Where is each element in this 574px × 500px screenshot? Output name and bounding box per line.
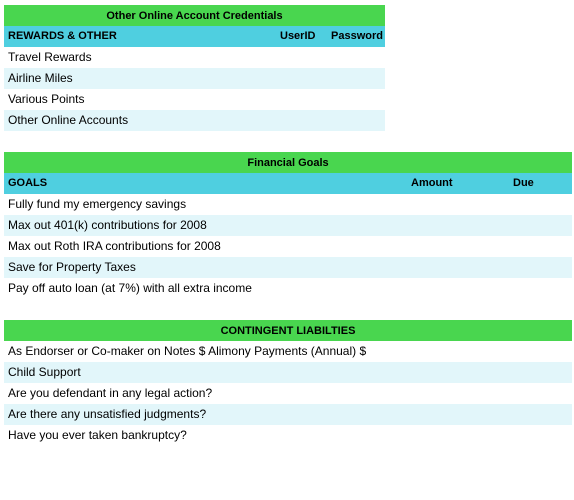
amount-header: Amount: [411, 177, 453, 189]
goals-header-row: [4, 173, 572, 194]
credential-row-various-points: Various Points: [8, 92, 85, 106]
goal-row-emergency-savings: Fully fund my emergency savings: [8, 197, 187, 211]
rewards-other-header: REWARDS & OTHER: [8, 30, 117, 42]
liability-row-child-support: Child Support: [4, 362, 572, 383]
liability-row-judgments: Are there any unsatisfied judgments?: [4, 404, 572, 425]
goals-header: GOALS: [8, 177, 48, 189]
credentials-section: [4, 5, 385, 131]
goals-section: [4, 152, 572, 299]
goal-row-roth-ira: Max out Roth IRA contributions for 2008: [8, 239, 221, 253]
credentials-header-row: [4, 26, 385, 47]
credentials-title: Other Online Account Credentials: [4, 5, 385, 26]
liability-row-endorser: As Endorser or Co-maker on Notes $ Alimony Payments (Annual) $: [8, 344, 367, 358]
userid-header: UserID: [280, 30, 316, 42]
liability-row-legal-action: Are you defendant in any legal action?: [8, 386, 213, 400]
credential-row-other-accounts: Other Online Accounts: [4, 110, 385, 131]
liabilities-title: CONTINGENT LIABILTIES: [4, 320, 572, 341]
due-header: Due: [513, 177, 534, 189]
goal-row-property-taxes: Save for Property Taxes: [4, 257, 572, 278]
goals-title: Financial Goals: [4, 152, 572, 173]
liabilities-section: [4, 320, 572, 446]
password-header: Password: [331, 30, 383, 42]
goal-row-401k: Max out 401(k) contributions for 2008: [4, 215, 572, 236]
credential-row-travel-rewards: Travel Rewards: [8, 50, 92, 64]
credential-row-airline-miles: Airline Miles: [4, 68, 385, 89]
goal-row-auto-loan: Pay off auto loan (at 7%) with all extra income: [8, 281, 252, 295]
liability-row-bankruptcy: Have you ever taken bankruptcy?: [8, 428, 187, 442]
